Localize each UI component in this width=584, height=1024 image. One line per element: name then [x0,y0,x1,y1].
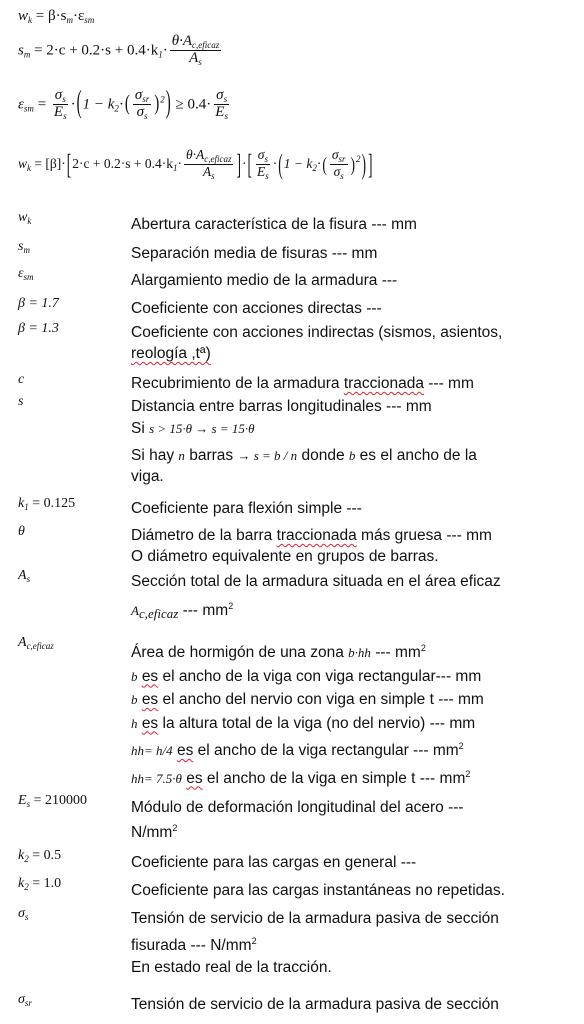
symbol-c: c [18,372,25,387]
def-s: Distancia entre barras longitudinales --- mm [131,398,432,415]
formula-crack-width: $w_k = \beta\cdot s_m\cdot\varepsilon_{sm}$ [18,8,95,25]
def-c: Recubrimiento de la armadura traccionada --- mm [131,375,474,392]
symbol-sigma-sr: $\sigma_{sr}$ [18,992,32,1008]
def-beta-direct: Coeficiente con acciones directas --- [131,300,382,317]
def-sigma-sr: Tensión de servicio de la armadura pasiva de sección [131,996,499,1013]
def-k2-instant: Coeficiente para las cargas instantáneas no repetidas. [131,882,505,899]
def-k1: Coeficiente para flexión simple --- [131,500,362,517]
def-beta-indirect: Coeficiente con acciones indirectas (sismos, asientos, reología ,tª) [131,324,503,362]
symbol-beta-direct: β = 1.7 [18,296,59,311]
def-sm: Separación media de fisuras --- mm [131,245,378,262]
def-esm: Alargamiento medio de la armadura --- [131,272,398,289]
symbol-k1: $k_1 = 0.125$ [18,496,76,512]
symbol-ac-eficaz: $A_{c,eficaz}$ [18,635,54,651]
def-sigma-s: Tensión de servicio de la armadura pasiva de sección fisurada --- $N/mm^2$ En estado real de la tracción. [131,910,499,976]
symbol-theta: θ [18,524,25,539]
symbol-wk: $w_k$ [18,210,32,226]
symbol-k2-general: $k_2 = 0.5$ [18,848,62,864]
def-ac-eficaz: Área de hormigón de una zona b·hh --- $mm^2$ b es el ancho de la viga con viga rectangular--- mm b es el ancho del nervio con viga en simple t --- mm h es la altura total de la viga (no del nervio) --- mm hh= h/4 es el ancho de la viga rectangular --- $mm^2$ hh= 7.5·θ es el ancho de la viga en simple t --- $mm^2$ [131,643,484,787]
def-theta: Diámetro de la barra traccionada más gruesa --- mm O diámetro equivalente en grupos de barras. [131,527,492,565]
formula-crack-width-expanded: $w_k = [\beta]\cdot[2\cdot c + 0.2\cdot s + 0.4\cdot k_1\cdot$ $\frac{\theta\cdot A_{c,eficaz}}{A_s}$ ]·[ $\frac{\sigma_s}{E_s}$ $\cdot(1 - k_2\cdot$( $\frac{\sigma_{sr}}{\sigma_s}$ )$^2$) ] [18,147,373,182]
symbol-beta-indirect: β = 1.3 [18,321,59,336]
def-wk: Abertura característica de la fisura --- mm [131,216,417,233]
symbol-esm: $\varepsilon_{sm}$ [18,266,34,282]
def-s-rule1: Si s > 15·θ → s = 15·θ [131,420,255,437]
symbol-es: $E_s = 210000$ [18,793,87,809]
formula-mean-strain: $\varepsilon_{sm}$ = $\frac{\sigma_s}{E_s}$ $\cdot(1 - k_2\cdot$( $\frac{\sigma_{sr}}{\sigma_s}$ )$^2$) ≥ 0.4· $\frac{\sigma_s}{E_s}$ [18,87,228,122]
def-as: Sección total de la armadura situada en el área eficaz $A_{c,eficaz}$ --- $mm^2$ [131,573,501,621]
symbol-s: s [18,394,24,409]
symbol-sigma-s: $\sigma_s$ [18,906,29,922]
def-es: Módulo de deformación longitudinal del acero --- $N/mm^2$ [131,799,464,841]
def-k2-general: Coeficiente para las cargas en general --- [131,854,417,871]
symbol-as: $A_s$ [18,568,31,584]
symbol-k2-instant: $k_2 = 1.0$ [18,876,62,892]
def-s-rule2: Si hay n barras → s = b / n donde b es el ancho de la viga. [131,447,477,485]
symbol-sm: $s_m$ [18,239,30,255]
formula-crack-spacing: $s_m = 2\cdot c + 0.2\cdot s + 0.4\cdot k_1\cdot$ $\frac{\theta\cdot A_{c,eficaz}}{A_s}$ [18,33,220,68]
